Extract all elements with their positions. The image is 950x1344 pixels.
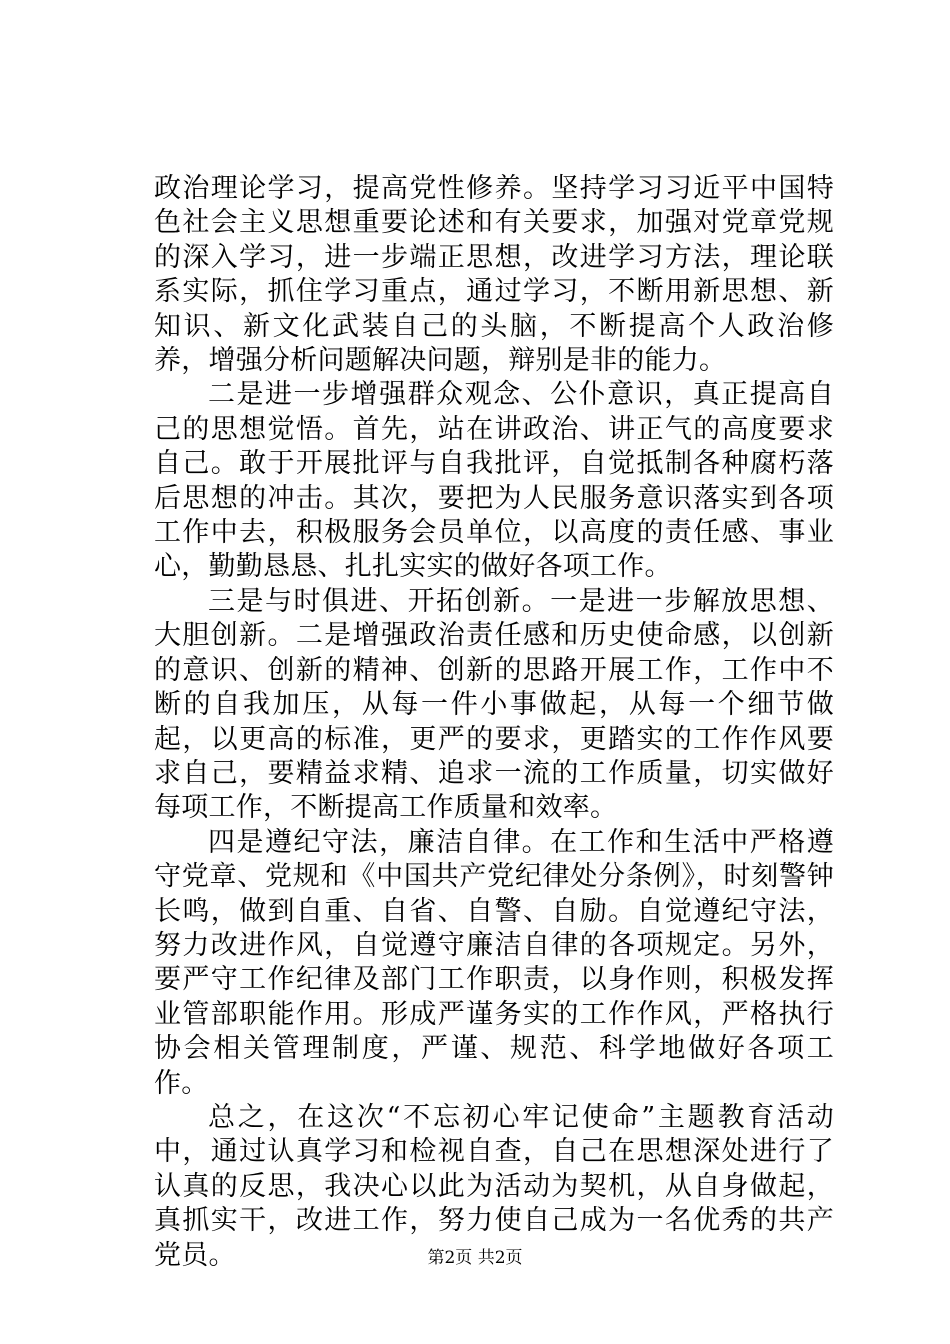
paragraph-3: 三是与时俱进、开拓创新。一是进一步解放思想、大胆创新。二是增强政治责任感和历史使命感，以创新的意识、创新的精神、创新的思路开展工作，工作中不断的自我加压，从每一件小事做起，从每一个细节做起，以更高的标准，更严的要求，更踏实的工作作风要求自己，要精益求精、追求一流的工作质量，切实做好每项工作，不断提高工作质量和效率。 bbox=[154, 585, 834, 824]
paragraph-5: 总之，在这次“不忘初心牢记使命”主题教育活动中，通过认真学习和检视自查，自己在思想深处进行了认真的反思，我决心以此为活动为契机，从自身做起，真抓实干，改进工作，努力使自己成为一名优秀的共产党员。 bbox=[154, 1101, 834, 1271]
paragraph-2: 二是进一步增强群众观念、公仆意识，真正提高自己的思想觉悟。首先，站在讲政治、讲正气的高度要求自己。敢于开展批评与自我批评，自觉抵制各种腐朽落后思想的冲击。其次，要把为人民服务意识落实到各项工作中去，积极服务会员单位，以高度的责任感、事业心，勤勤恳恳、扎扎实实的做好各项工作。 bbox=[154, 379, 834, 583]
document-body bbox=[154, 172, 834, 1273]
paragraph-4: 四是遵纪守法，廉洁自律。在工作和生活中严格遵守党章、党规和《中国共产党纪律处分条例》，时刻警钟长鸣，做到自重、自省、自警、自励。自觉遵纪守法，努力改进作风，自觉遵守廉洁自律的各项规定。另外，要严守工作纪律及部门工作职责，以身作则，积极发挥业管部职能作用。形成严谨务实的工作作风，严格执行协会相关管理制度，严谨、规范、科学地做好各项工作。 bbox=[154, 826, 834, 1099]
page-footer: 第2页 共2页 bbox=[427, 1248, 523, 1268]
paragraph-1: 政治理论学习，提高党性修养。坚持学习习近平中国特色社会主义思想重要论述和有关要求，加强对党章党规的深入学习，进一步端正思想，改进学习方法，理论联系实际，抓住学习重点，通过学习，不断用新思想、新知识、新文化武装自己的头脑，不断提高个人政治修养，增强分析问题解决问题，辩别是非的能力。 bbox=[154, 173, 834, 377]
